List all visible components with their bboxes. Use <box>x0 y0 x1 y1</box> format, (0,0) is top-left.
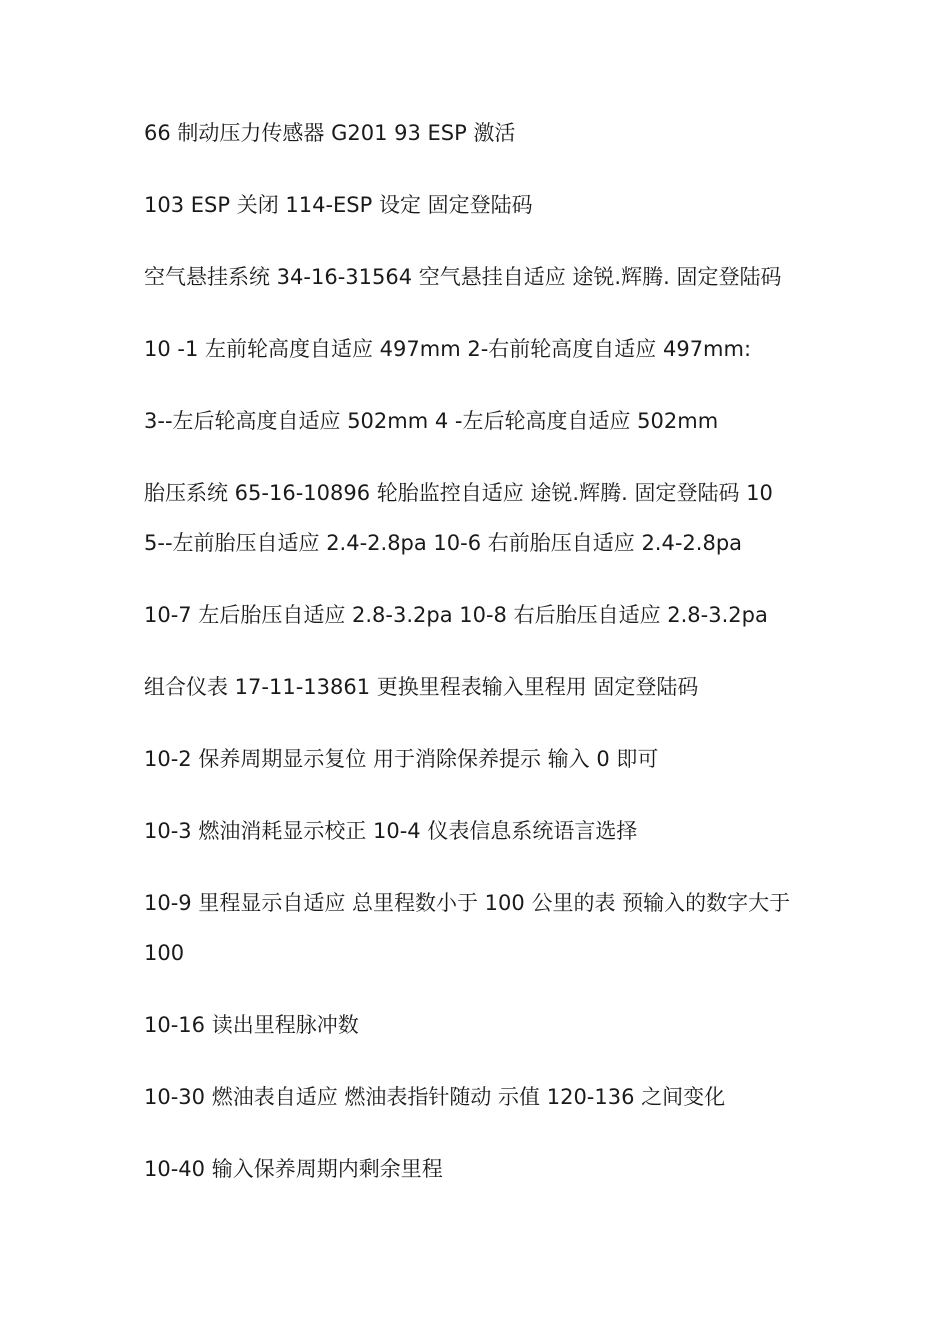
text-line: 10-9 里程显示自适应 总里程数小于 100 公里的表 预输入的数字大于 <box>144 891 791 915</box>
text-line: 空气悬挂系统 34-16-31564 空气悬挂自适应 途锐.辉腾. 固定登陆码 <box>144 265 782 289</box>
paragraph-fuel-gauge <box>144 1072 824 1122</box>
text-line: 10 -1 左前轮高度自适应 497mm 2-右前轮高度自适应 497mm: <box>144 337 752 361</box>
text-line: 103 ESP 关闭 114-ESP 设定 固定登陆码 <box>144 193 533 217</box>
paragraph-service-reset <box>144 734 824 784</box>
paragraph-rear-tire-pressure <box>144 590 824 640</box>
text-line: 10-40 输入保养周期内剩余里程 <box>144 1157 443 1181</box>
text-line: 10-7 左后胎压自适应 2.8-3.2pa 10-8 右后胎压自适应 2.8-3.2pa <box>144 603 768 627</box>
paragraph-air-suspension <box>144 252 824 302</box>
paragraph-rear-wheel-height <box>144 396 824 446</box>
paragraph-mileage-adaptation <box>144 878 824 978</box>
text-line: 66 制动压力传感器 G201 93 ESP 激活 <box>144 121 516 145</box>
paragraph-front-wheel-height <box>144 324 824 374</box>
text-line: 组合仪表 17-11-13861 更换里程表输入里程用 固定登陆码 <box>144 675 699 699</box>
paragraph-fuel-language <box>144 806 824 856</box>
text-line: 胎压系统 65-16-10896 轮胎监控自适应 途锐.辉腾. 固定登陆码 10 <box>144 481 773 505</box>
paragraph-esp-settings <box>144 180 824 230</box>
paragraph-instrument-cluster <box>144 662 824 712</box>
text-line: 10-16 读出里程脉冲数 <box>144 1013 359 1037</box>
text-line: 10-3 燃油消耗显示校正 10-4 仪表信息系统语言选择 <box>144 819 638 843</box>
text-line: 100 <box>144 941 185 965</box>
paragraph-tire-pressure-system <box>144 468 824 568</box>
text-line: 10-30 燃油表自适应 燃油表指针随动 示值 120-136 之间变化 <box>144 1085 726 1109</box>
paragraph-esp-sensor <box>144 108 824 158</box>
text-line: 10-2 保养周期显示复位 用于消除保养提示 输入 0 即可 <box>144 747 659 771</box>
paragraph-remaining-mileage <box>144 1144 824 1194</box>
paragraph-mileage-pulses <box>144 1000 824 1050</box>
text-line: 3--左后轮高度自适应 502mm 4 -左后轮高度自适应 502mm <box>144 409 719 433</box>
text-line: 5--左前胎压自适应 2.4-2.8pa 10-6 右前胎压自适应 2.4-2.8pa <box>144 531 743 555</box>
